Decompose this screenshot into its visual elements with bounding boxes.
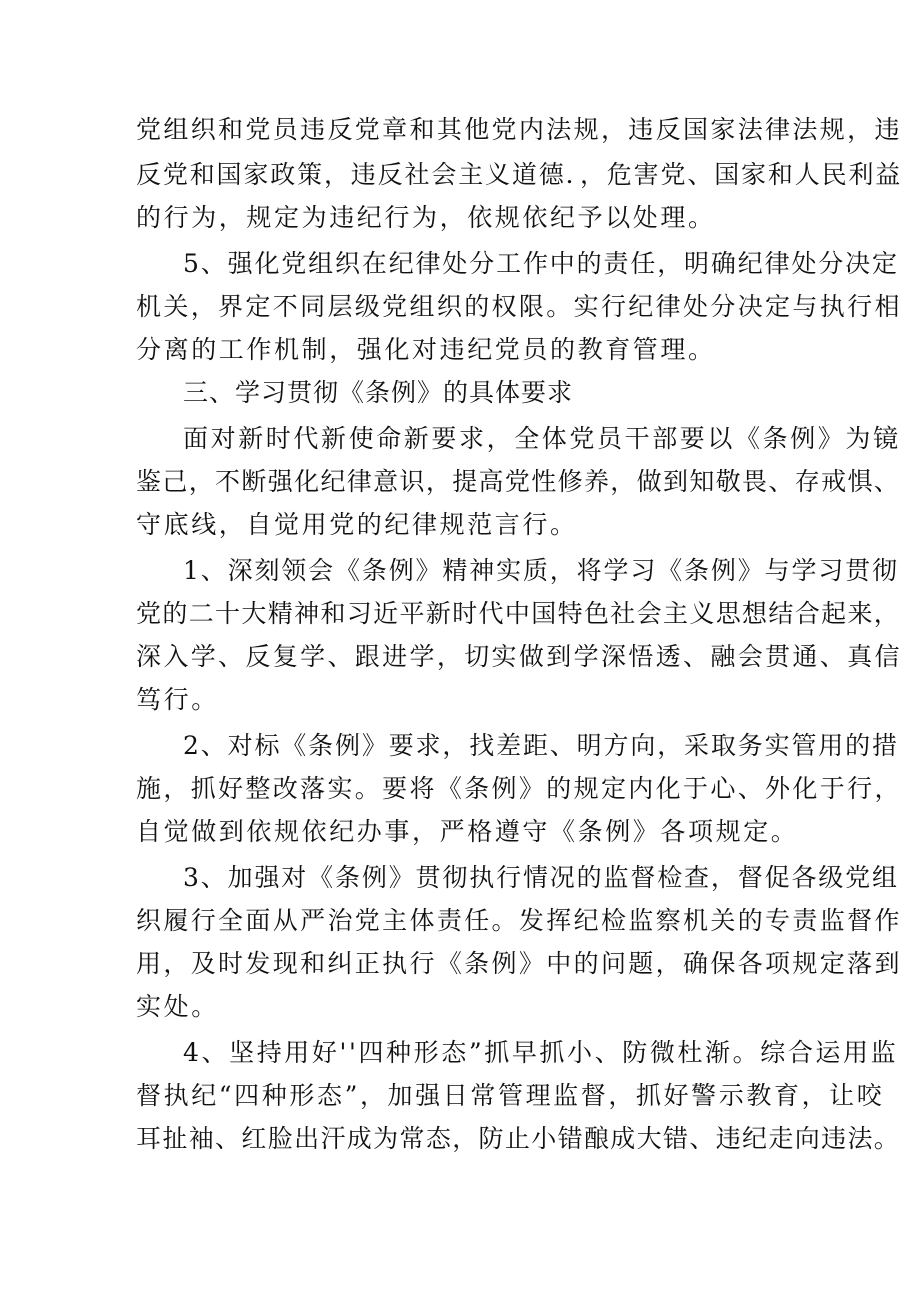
text-line: 党组织和党员违反党章和其他党内法规，违反国家法律法规，违 [136, 115, 902, 144]
text-line: 面对新时代新使命新要求，全体党员干部要以《条例》为镜 [183, 424, 901, 453]
text-line: 笃行。 [136, 685, 219, 714]
text-line: 1、深刻领会《条例》精神实质，将学习《条例》与学习贯彻 [183, 556, 899, 585]
text-line: 鉴己，不断强化纪律意识，提高党性修养，做到知敬畏、存戒惧、 [136, 467, 901, 496]
text-line: 3、加强对《条例》贯彻执行情况的监督检查，督促各级党组 [183, 863, 899, 892]
text-line: 反党和国家政策，违反社会主义道德．，危害党、国家和人民利益 [136, 160, 903, 189]
text-line: 党的二十大精神和习近平新时代中国特色社会主义思想结合起来， [136, 599, 901, 628]
text-line: 2、对标《条例》要求，找差距、明方向，采取务实管用的措 [183, 731, 899, 760]
text-line: 5、强化党组织在纪律处分工作中的责任，明确纪律处分决定 [183, 249, 899, 278]
text-line: 耳扯袖、红脸出汗成为常态，防止小错酿成大错、违纪走向违法。 [136, 1124, 901, 1153]
text-line: 深入学、反复学、跟进学，切实做到学深悟透、融会贯通、真信 [136, 642, 902, 671]
section-heading: 三、学习贯彻《条例》的具体要求 [183, 378, 574, 407]
text-line: 自觉做到依规依纪办事，严格遵守《条例》各项规定。 [136, 817, 799, 846]
text-line: 施，抓好整改落实。要将《条例》的规定内化于心、外化于行， [136, 774, 902, 803]
text-line: 4、坚持用好''四种形态”抓早抓小、防微杜渐。综合运用监 [183, 1038, 899, 1067]
text-line: 机关，界定不同层级党组织的权限。实行纪律处分决定与执行相 [136, 292, 902, 321]
text-line: 的行为，规定为违纪行为，依规依纪予以处理。 [136, 203, 716, 232]
text-line: 分离的工作机制，强化对违纪党员的教育管理。 [136, 335, 716, 364]
text-line: 用，及时发现和纠正执行《条例》中的问题，确保各项规定落到 [136, 949, 902, 978]
text-line: 织履行全面从严治党主体责任。发挥纪检监察机关的专责监督作 [136, 906, 902, 935]
text-line: 守底线，自觉用党的纪律规范言行。 [136, 510, 578, 539]
text-line: 实处。 [136, 992, 219, 1021]
text-line: 督执纪“四种形态”，加强日常管理监督，抓好警示教育，让咬 [136, 1081, 885, 1110]
